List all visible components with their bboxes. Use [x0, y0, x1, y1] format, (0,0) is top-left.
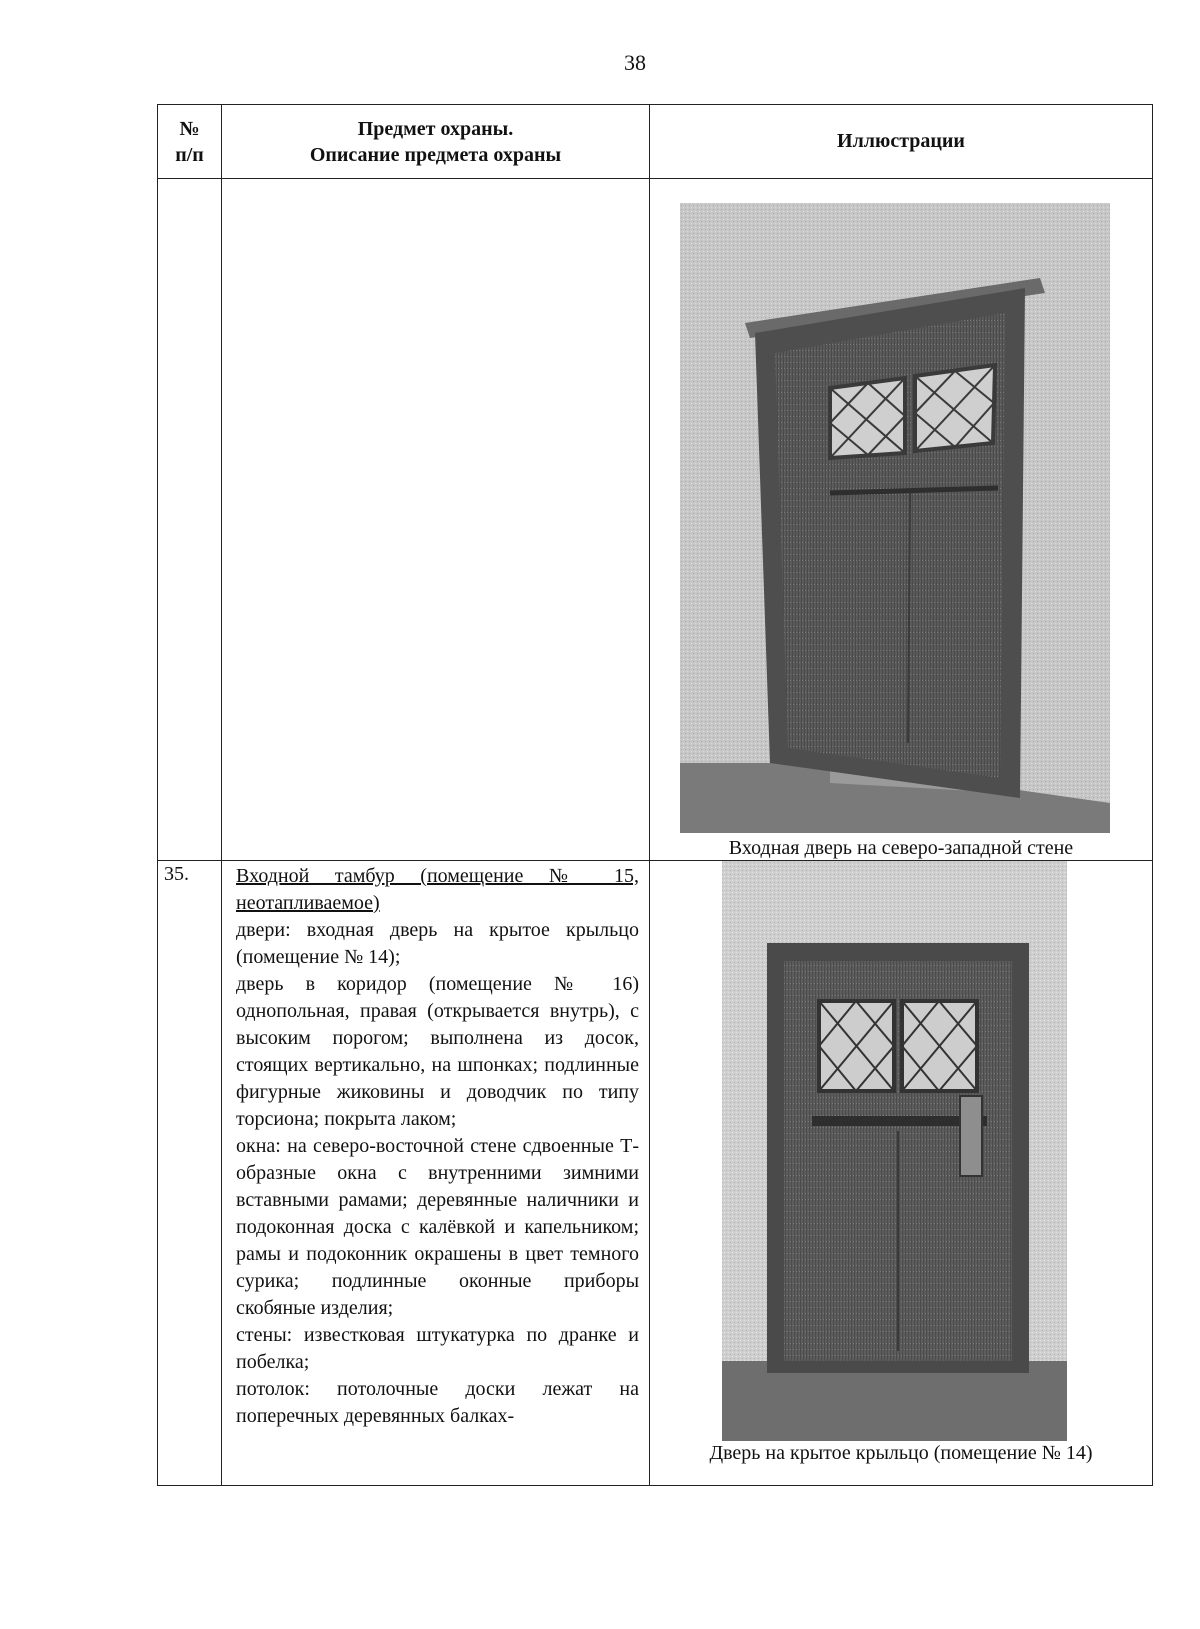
- header-desc-line2: Описание предмета охраны: [309, 143, 562, 166]
- room-title: Входной тамбур (помещение № 15, неотапливаемое): [236, 865, 639, 914]
- row-description-empty: [222, 179, 650, 861]
- header-num-line1: №: [179, 117, 200, 140]
- door-covered-porch-photo: [722, 861, 1067, 1441]
- description-walls: стены: известковая штукатурка по дранке и побелка;: [236, 1324, 639, 1373]
- description-corridor-door: дверь в коридор (помещение № 16) однопольная, правая (открывается внутрь), с высоким порогом; выполнена из досок, стоящих вертикально, на шпонках; подлинные фигурные жиковины и доводчик по типу торсиона; покрыта лаком;: [236, 973, 639, 1130]
- header-desc: [222, 105, 650, 179]
- header-num: [158, 105, 222, 179]
- page-number: 38: [624, 50, 646, 75]
- description-windows: окна: на северо-восточной стене сдвоенные Т-образные окна с внутренними зимними вставными рамами; деревянные наличники и подоконная доска с калёвкой и капельником; рамы и подоконник окрашены в цвет темного сурика; подлинные оконные приборы скобяные изделия;: [236, 1135, 639, 1319]
- table-row: [158, 861, 1153, 1486]
- illustration-caption: Дверь на крытое крыльцо (помещение № 14): [709, 1442, 1093, 1464]
- illustration-caption: Входная дверь на северо-западной стене: [728, 837, 1074, 859]
- description-doors: двери: входная дверь на крытое крыльцо (помещение № 14);: [236, 919, 639, 968]
- header-ill: Иллюстрации: [650, 105, 1153, 179]
- door-northwest-wall-photo: [680, 203, 1110, 833]
- header-desc-line1: Предмет охраны.: [357, 117, 514, 140]
- table-header-row: [158, 105, 1153, 179]
- protection-table: [157, 104, 1153, 1486]
- row-number: [158, 179, 222, 861]
- row-number: 35.: [158, 861, 222, 1486]
- description-ceiling: потолок: потолочные доски лежат на поперечных деревянных балках-: [236, 1378, 639, 1427]
- row-description: [222, 861, 650, 1486]
- table-row: [158, 179, 1153, 861]
- illustration-cell: [650, 861, 1153, 1486]
- header-num-line2: п/п: [175, 143, 204, 166]
- illustration-cell: [650, 179, 1153, 861]
